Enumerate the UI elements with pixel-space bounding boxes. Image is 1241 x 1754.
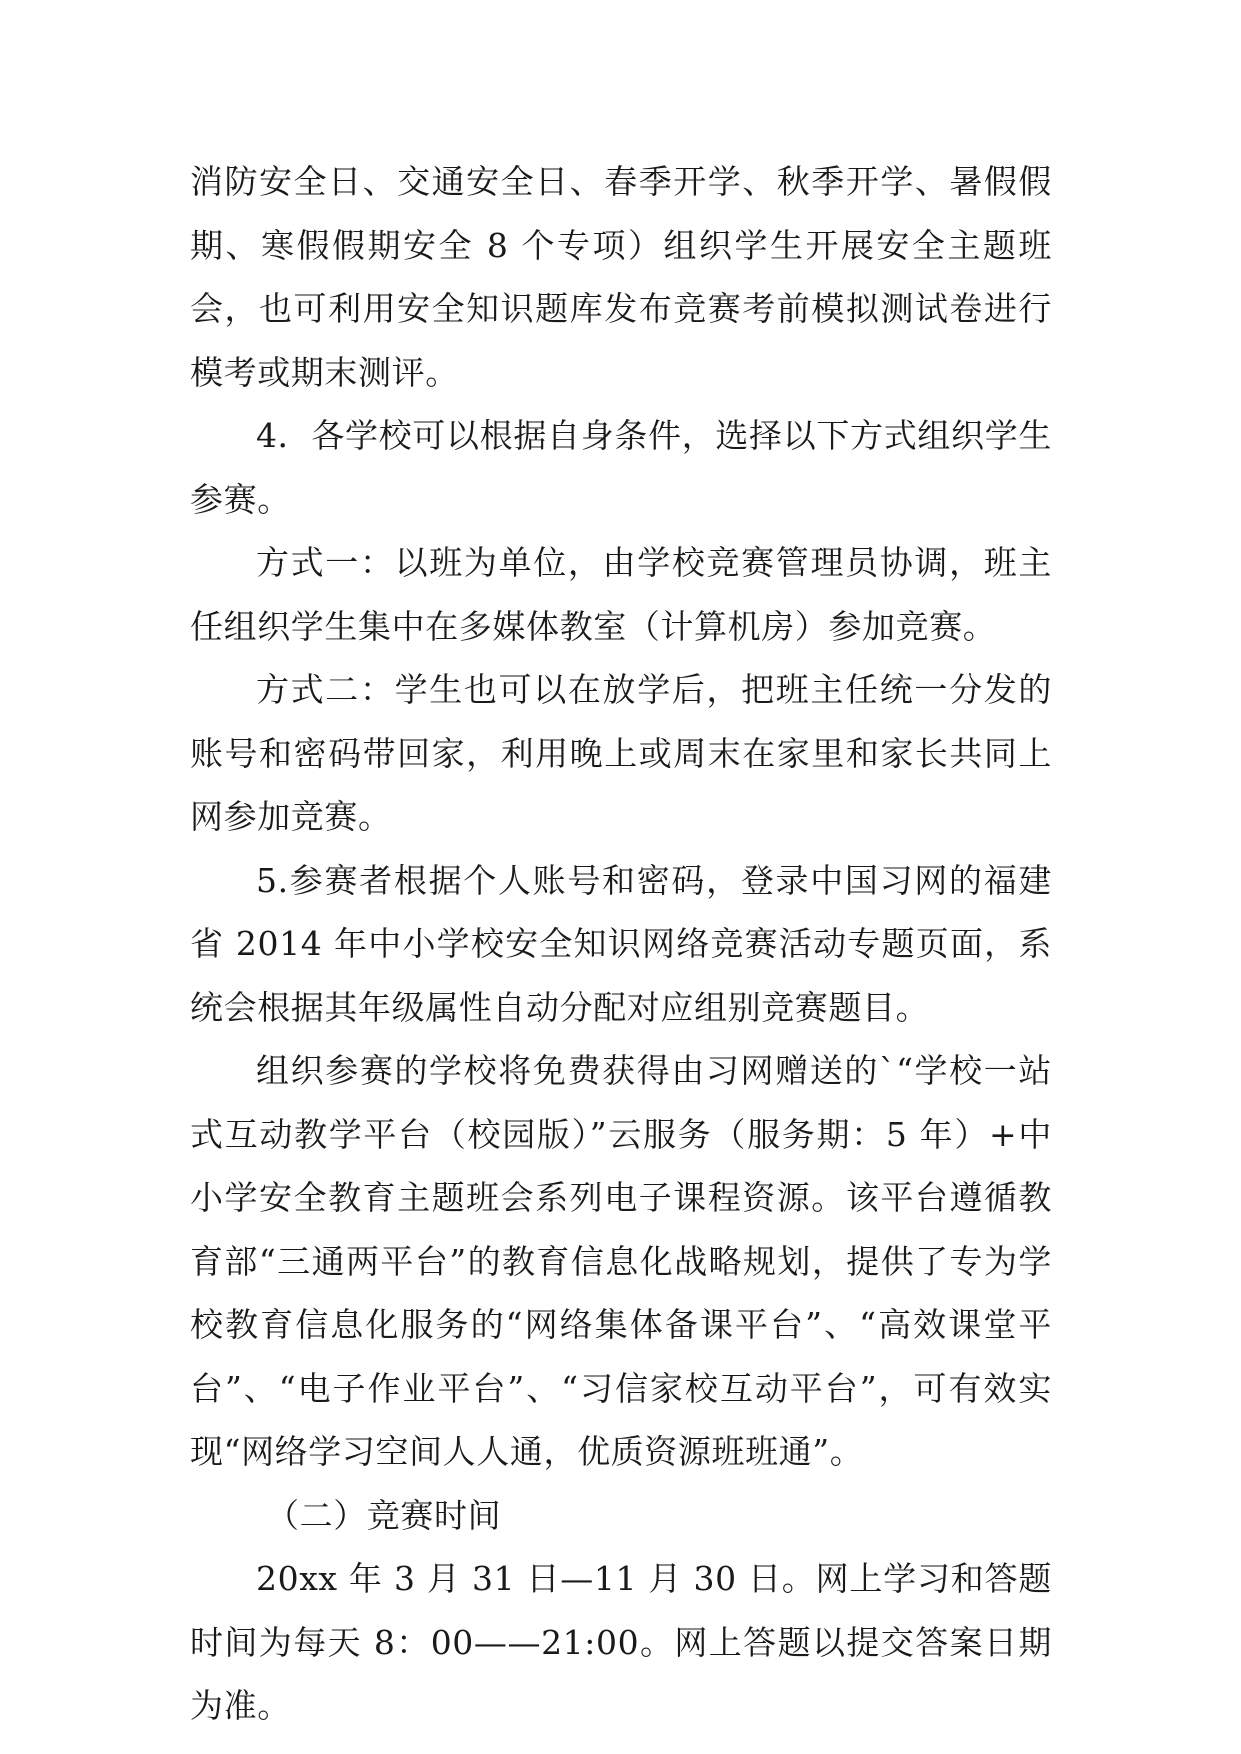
paragraph-safety-topics: 消防安全日、交通安全日、春季开学、秋季开学、暑假假期、寒假假期安全 8 个专项）组织学生开展安全主题班会，也可利用安全知识题库发布竞赛考前模拟测试卷进行模考或期末测评。 [190, 162, 1052, 392]
paragraph-item-5: 5.参赛者根据个人账号和密码，登录中国习网的福建省 2014 年中小学校安全知识网络竞赛活动专题页面，系统会根据其年级属性自动分配对应组别竞赛题目。 [190, 860, 1052, 1027]
document-page [190, 150, 1052, 1738]
paragraph-platform-service: 组织参赛的学校将免费获得由习网赠送的`“学校一站式互动教学平台（校园版）”云服务（服务期：5 年）+中小学安全教育主题班会系列电子课程资源。该平台遵循教育部“三通两平台”的教育信息化战略规划，提供了专为学校教育信息化服务的“网络集体备课平台”、“高效课堂平台”、“电子作业平台”、“习信家校互动平台”，可有效实现“网络学习空间人人通，优质资源班班通”。 [190, 1051, 1052, 1471]
paragraph-competition-dates: 20xx 年 3 月 31 日—11 月 30 日。网上学习和答题时间为每天 8：00——21:00。网上答题以提交答案日期为准。 [190, 1559, 1052, 1725]
paragraph-item-4: 4．各学校可以根据自身条件，选择以下方式组织学生参赛。 [190, 416, 1052, 519]
paragraph-method-one: 方式一：以班为单位，由学校竞赛管理员协调，班主任组织学生集中在多媒体教室（计算机房）参加竞赛。 [190, 543, 1052, 646]
section-heading-competition-time: （二）竞赛时间 [266, 1495, 502, 1535]
paragraph-method-two: 方式二：学生也可以在放学后，把班主任统一分发的账号和密码带回家，利用晚上或周末在家里和家长共同上网参加竞赛。 [190, 670, 1052, 836]
